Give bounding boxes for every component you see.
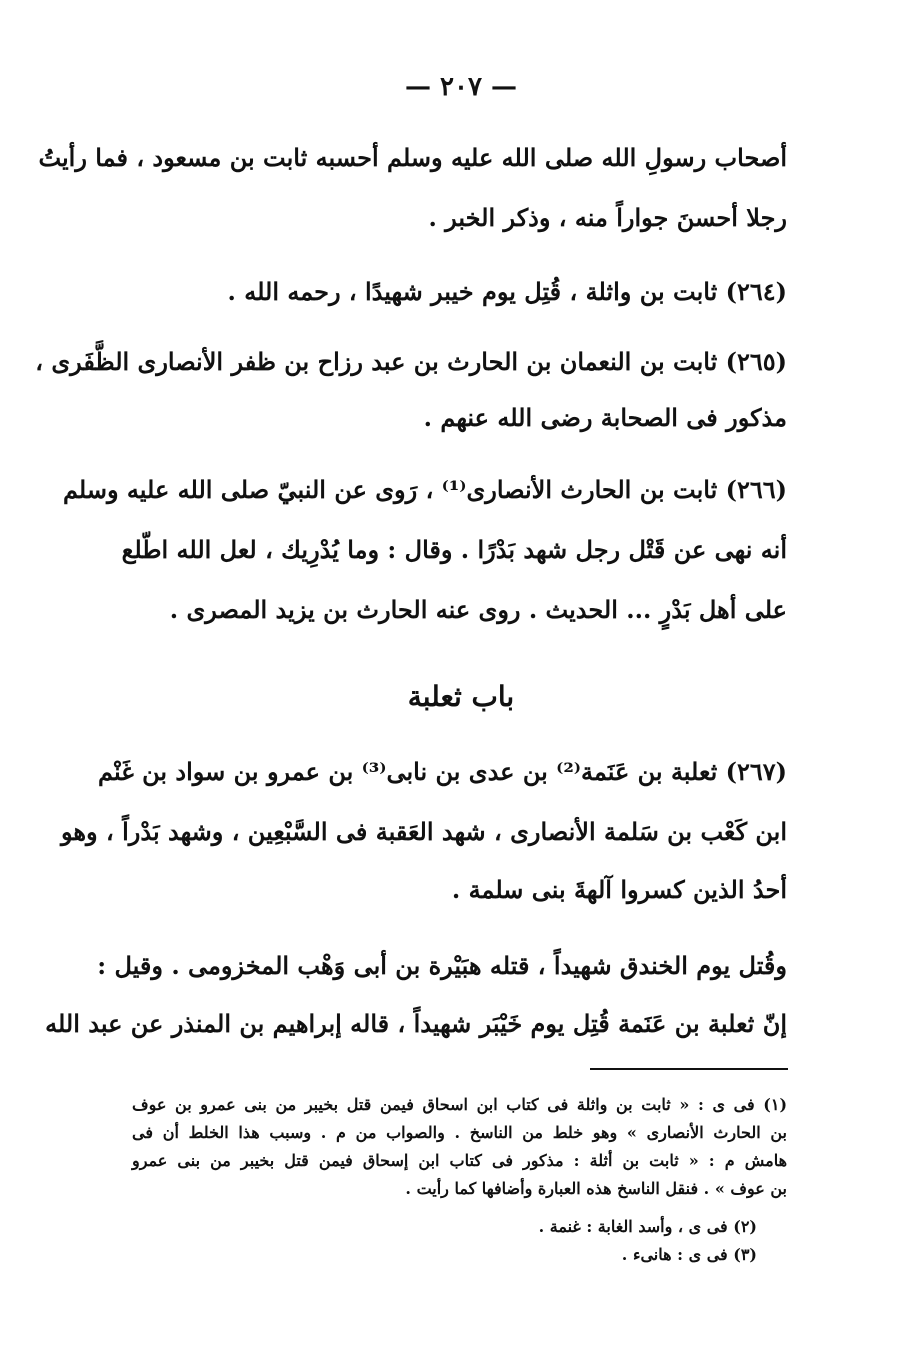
- body-line: رجلا أحسنَ جواراً منه ، وذكر الخبر .: [428, 203, 787, 232]
- footnote-2: (٢) فى ى ، وأسد الغابة : غنمة .: [538, 1217, 757, 1236]
- page-number: — ٢٠٧ —: [404, 72, 518, 102]
- footnote-3: (٣) فى ى : هانىء .: [621, 1245, 757, 1264]
- body-line: أصحاب رسولِ الله صلى الله عليه وسلم أحسبه ثابت بن مسعود ، فما رأيتُ: [38, 143, 787, 172]
- entry-267: (٢٦٧) ثعلبة بن عَنَمة⁽²⁾ بن عدى بن نابى⁽³⁾ بن عمرو بن سواد بن غَنْم: [98, 757, 787, 786]
- section-heading: باب ثعلبة: [407, 680, 515, 713]
- entry-265: (٢٦٥) ثابت بن النعمان بن الحارث بن عبد رزاح بن ظفر الأنصارى الظَّفَرى ،: [35, 347, 787, 376]
- body-line: وقُتل يوم الخندق شهيداً ، قتله هبَيْرة بن أبى وَهْب المخزومى . وقيل :: [97, 951, 787, 980]
- footnote-1: (١) فى ى : « ثابت بن واثلة فى كتاب ابن اسحاق فيمن قتل بخيبر من بنى عمرو بن عوف: [132, 1095, 788, 1114]
- body-line: مذكور فى الصحابة رضى الله عنهم .: [423, 403, 787, 432]
- footnote-line: بن الحارث الأنصارى » وهو خلط من الناسخ . والصواب من م . وسبب هذا الخلط أن فى: [132, 1123, 787, 1142]
- entry-266: (٢٦٦) ثابت بن الحارث الأنصارى⁽¹⁾ ، رَوى عن النبيّ صلى الله عليه وسلم: [62, 475, 787, 504]
- footnote-line: بن عوف » . فنقل الناسخ هذه العبارة وأضافها كما رأيت .: [405, 1179, 787, 1198]
- body-line: إنّ ثعلبة بن عَنَمة قُتِل يوم خَيْبَر شهيداً ، قاله إبراهيم بن المنذر عن عبد الله: [45, 1009, 787, 1038]
- body-line: أنه نهى عن قَتْل رجل شهد بَدْرًا . وقال : وما يُدْرِيك ، لعل الله اطّلع: [121, 535, 787, 564]
- footnote-line: هامش م : « ثابت بن أثلة : مذكور فى كتاب ابن إسحاق فيمن قتل بخيبر من بنى عمرو: [132, 1151, 787, 1170]
- entry-264: (٢٦٤) ثابت بن واثلة ، قُتِل يوم خيبر شهيدًا ، رحمه الله .: [227, 277, 787, 306]
- footnote-divider: [590, 1068, 788, 1070]
- body-line: أحدُ الذين كسروا آلهةَ بنى سلمة .: [451, 875, 787, 904]
- body-line: ابن كَعْب بن سَلمة الأنصارى ، شهد العَقبة فى السَّبْعِين ، وشهد بَدْراً ، وهو: [61, 817, 787, 846]
- body-line: على أهل بَدْرٍ ... الحديث . روى عنه الحارث بن يزيد المصرى .: [169, 595, 787, 624]
